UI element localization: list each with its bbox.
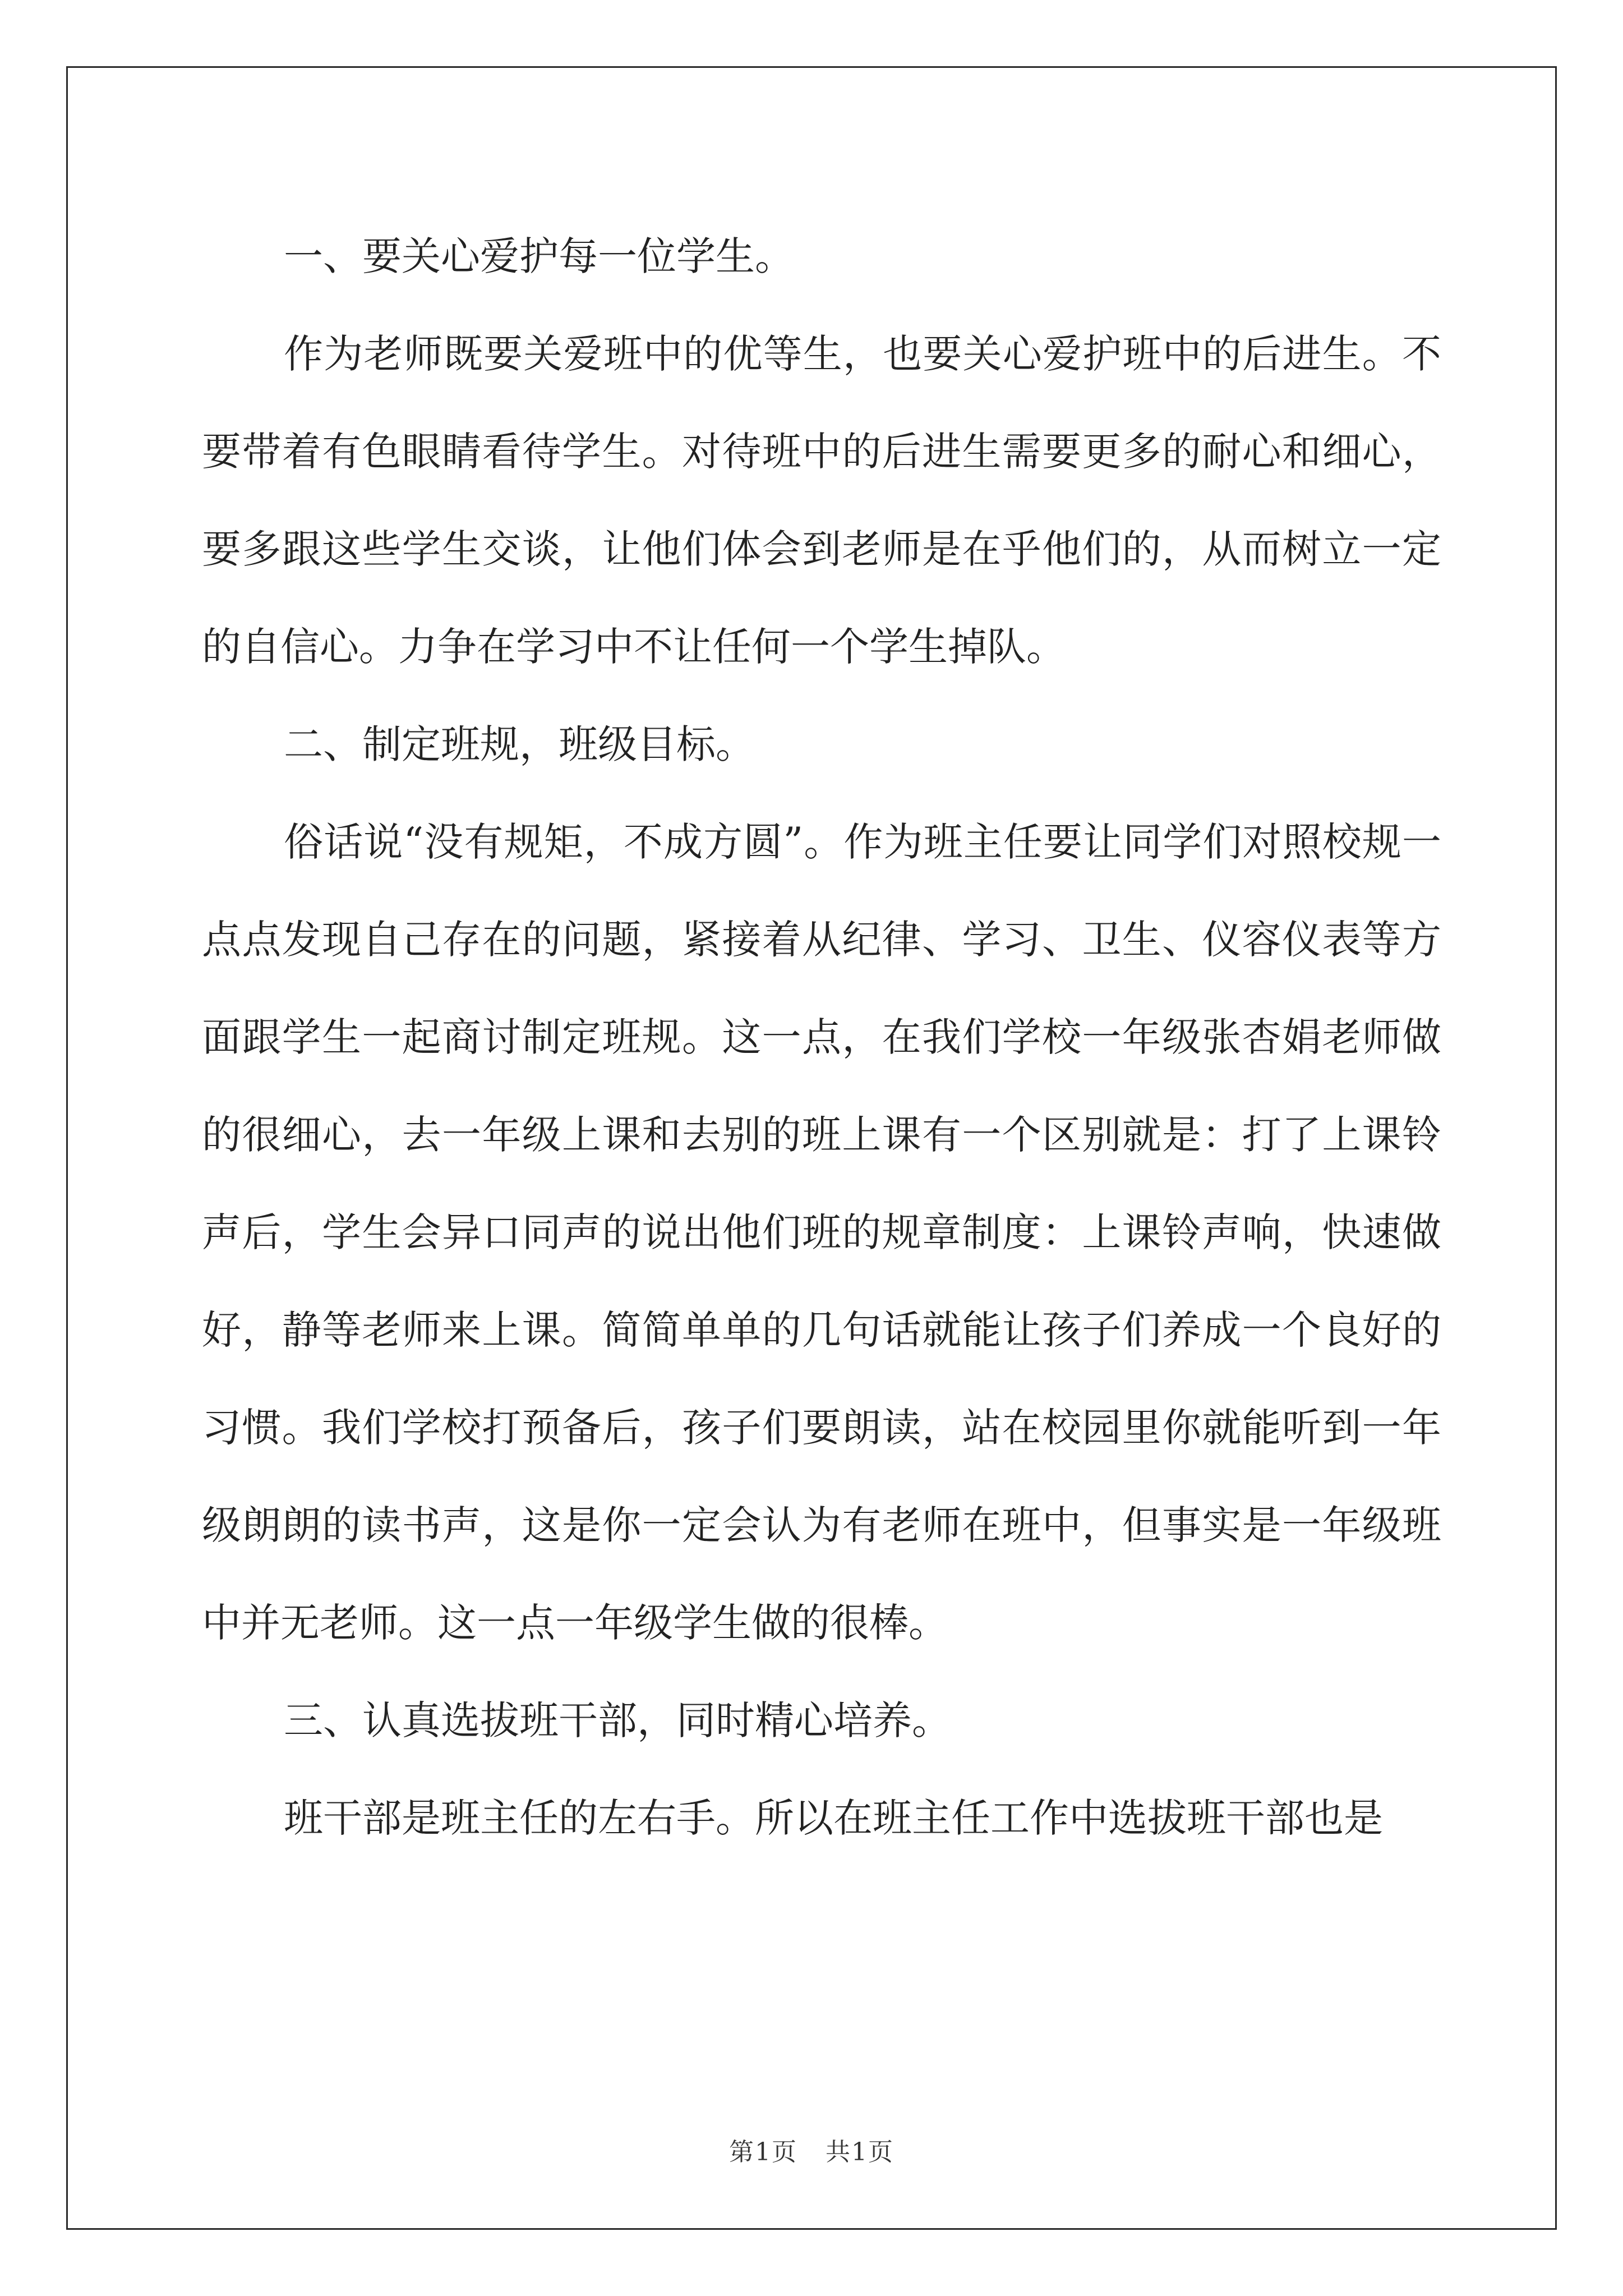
page-footer — [0, 2132, 1623, 2168]
body-paragraph-2: 俗话说“没有规矩，不成方圆”。作为班主任要让同学们对照校规一点点发现自己存在的问题，紧接着从纪律、学习、卫生、仪容仪表等方面跟学生一起商讨制定班规。这一点，在我们学校一年级张杏娟老师做的很细心，去一年级上课和去别的班上课有一个区别就是：打了上课铃声后，学生会异口同声的说出他们班的规章制度：上课铃声响，快速做好，静等老师来上课。简简单单的几句话就能让孩子们养成一个良好的习惯。我们学校打预备后，孩子们要朗读，站在校园里你就能听到一年级朗朗的读书声，这是你一定会认为有老师在班中，但事实是一年级班中并无老师。这一点一年级学生做的很棒。 — [202, 819, 1441, 1646]
body-paragraph-1: 作为老师既要关爱班中的优等生，也要关心爱护班中的后进生。不要带着有色眼睛看待学生。对待班中的后进生需要更多的耐心和细心，要多跟这些学生交谈，让他们体会到老师是在乎他们的，从而树立一定的自信心。力争在学习中不让任何一个学生掉队。 — [202, 331, 1441, 670]
page-total: 共1页 — [826, 2138, 894, 2166]
body-paragraph-3: 班干部是班主任的左右手。所以在班主任工作中选拔班干部也是 — [284, 1795, 1383, 1841]
section-heading-1: 一、要关心爱护每一位学生。 — [284, 233, 794, 279]
page-number: 第1页 — [729, 2138, 797, 2166]
section-heading-2: 二、制定班规，班级目标。 — [284, 721, 755, 767]
document-body — [202, 208, 1441, 1867]
section-heading-3: 三、认真选拔班干部，同时精心培养。 — [284, 1697, 951, 1743]
